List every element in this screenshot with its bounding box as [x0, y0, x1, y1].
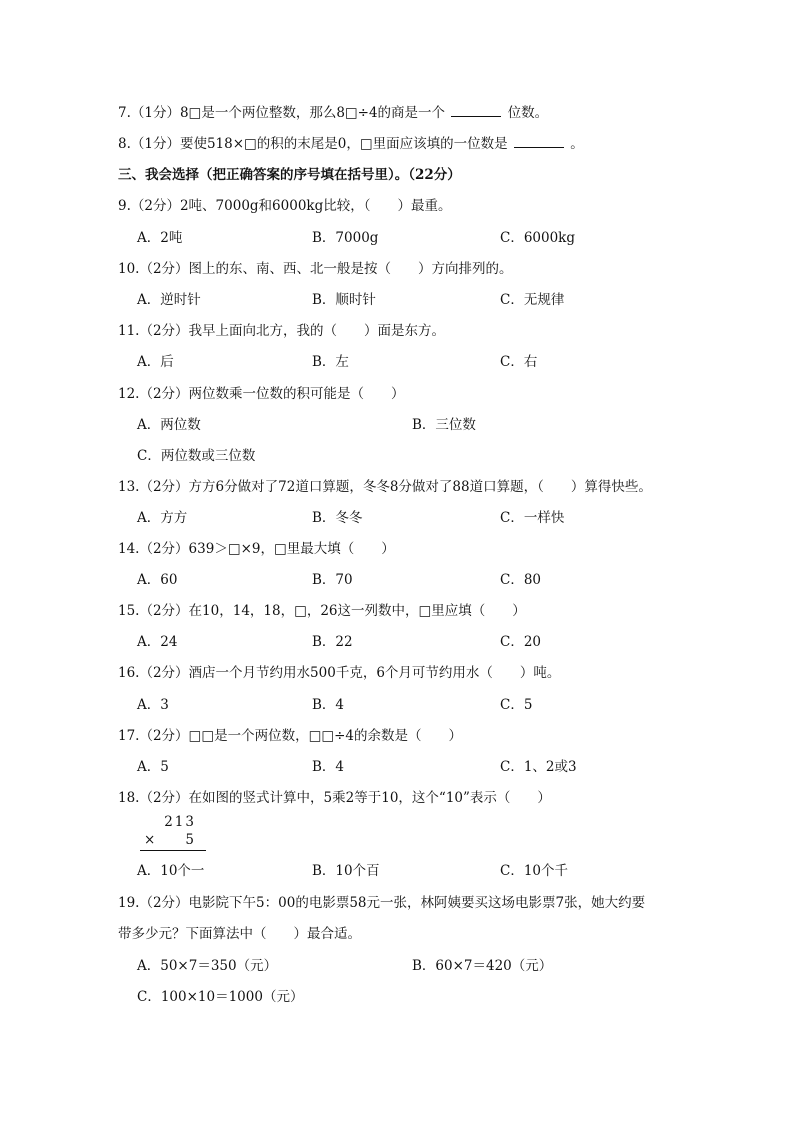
option-c[interactable]: C．无规律: [500, 292, 565, 308]
option-b[interactable]: B．顺时针: [312, 292, 376, 308]
question-18: 18.（2分）在如图的竖式计算中，5乘2等于10，这个“10”表示（ ）: [118, 790, 551, 806]
question-11: 11.（2分）我早上面向北方，我的（ ）面是东方。: [118, 323, 446, 339]
option-c[interactable]: C．右: [500, 354, 538, 370]
option-c[interactable]: C．100×10＝1000（元）: [137, 989, 304, 1005]
times-sign: ×: [144, 832, 156, 848]
question-19-cont: 带多少元？下面算法中（ ）最合适。: [118, 926, 361, 942]
option-a[interactable]: A．2吨: [137, 230, 183, 246]
option-c[interactable]: C．5: [500, 697, 533, 713]
option-b[interactable]: B．左: [312, 354, 349, 370]
section-title: 三、我会选择（把正确答案的序号填在括号里）。（22分）: [118, 167, 461, 183]
option-b[interactable]: B．4: [312, 697, 345, 713]
option-c[interactable]: C．6000kg: [500, 230, 576, 246]
option-c[interactable]: C．一样快: [500, 510, 565, 526]
question-13: 13.（2分）方方6分做对了72道口算题，冬冬8分做对了88道口算题，（ ）算得快些。: [118, 479, 652, 495]
option-c[interactable]: C．1、2或3: [500, 759, 577, 775]
option-b[interactable]: B．冬冬: [312, 510, 363, 526]
question-16: 16.（2分）酒店一个月节约用水500千克，6个月可节约用水（ ）吨。: [118, 665, 561, 681]
option-b[interactable]: B．7000g: [312, 230, 379, 246]
option-a[interactable]: A．两位数: [137, 417, 201, 433]
option-b[interactable]: B．10个百: [312, 863, 380, 879]
answer-blank[interactable]: [514, 135, 564, 148]
question-8: [118, 135, 584, 153]
option-b[interactable]: B．4: [312, 759, 345, 775]
option-a[interactable]: A．5: [137, 759, 169, 775]
option-a[interactable]: A．50×7＝350（元）: [137, 958, 278, 974]
question-8-tail: 。: [570, 136, 584, 152]
multiplier: 5: [185, 832, 194, 848]
option-b[interactable]: B．60×7＝420（元）: [412, 958, 553, 974]
question-7-tail: 位数。: [507, 105, 549, 121]
answer-blank[interactable]: [451, 104, 501, 117]
question-15: 15.（2分）在10，14，18，□，26这一列数中，□里应填（ ）: [118, 603, 526, 619]
option-b[interactable]: B．22: [312, 634, 353, 650]
option-a[interactable]: A．3: [137, 697, 169, 713]
question-17: 17.（2分）□□是一个两位数，□□÷4的余数是（ ）: [118, 728, 462, 744]
option-a[interactable]: A．方方: [137, 510, 188, 526]
calc-rule: [140, 850, 206, 851]
option-a[interactable]: A．后: [137, 354, 174, 370]
question-14: 14.（2分）639＞□×9，□里最大填（ ）: [118, 541, 395, 557]
option-a[interactable]: A．60: [137, 572, 178, 588]
vertical-multiplication: [140, 814, 206, 854]
option-c[interactable]: C．两位数或三位数: [137, 448, 256, 464]
option-c[interactable]: C．10个千: [500, 863, 569, 879]
option-a[interactable]: A．逆时针: [137, 292, 201, 308]
question-7: [118, 104, 548, 122]
question-19: 19.（2分）电影院下午5：00的电影票58元一张，林阿姨要买这场电影票7张，她大约要: [118, 895, 646, 911]
option-a[interactable]: A．10个一: [137, 863, 205, 879]
question-7-text: 7.（1分）8□是一个两位整数，那么8□÷4的商是一个: [118, 105, 446, 121]
multiplicand: 213: [164, 814, 196, 830]
question-8-text: 8.（1分）要使518×□的积的末尾是0，□里面应该填的一位数是: [118, 136, 508, 152]
option-a[interactable]: A．24: [137, 634, 178, 650]
option-c[interactable]: C．80: [500, 572, 542, 588]
question-10: 10.（2分）图上的东、南、西、北一般是按（ ）方向排列的。: [118, 261, 513, 277]
option-b[interactable]: B．三位数: [412, 417, 476, 433]
option-b[interactable]: B．70: [312, 572, 353, 588]
question-12: 12.（2分）两位数乘一位数的积可能是（ ）: [118, 386, 405, 402]
option-c[interactable]: C．20: [500, 634, 542, 650]
question-9: 9.（2分）2吨、7000g和6000kg比较，（ ）最重。: [118, 198, 452, 214]
